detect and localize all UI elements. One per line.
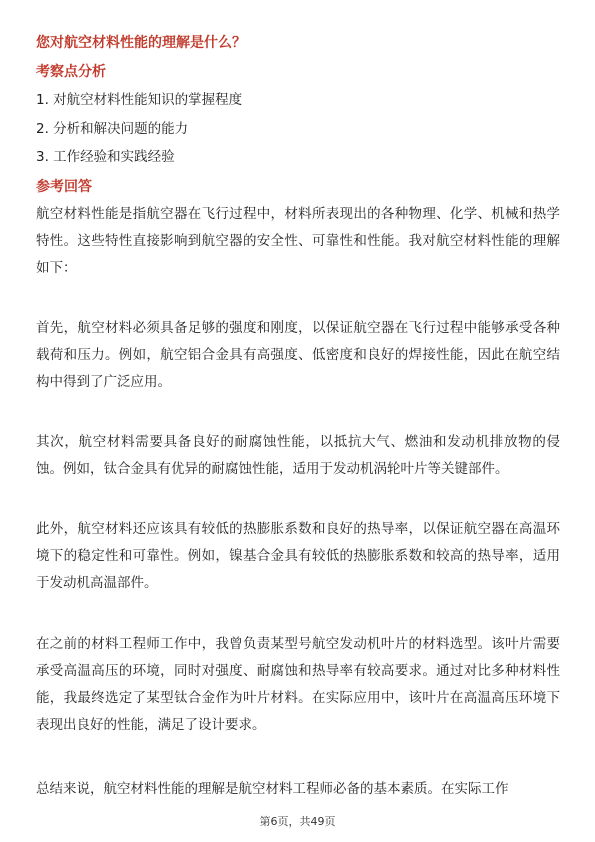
analysis-item: 1. 对航空材料性能知识的掌握程度	[36, 92, 243, 108]
answer-heading: 参考回答	[36, 179, 92, 195]
answer-paragraph: 航空材料性能是指航空器在飞行过程中，材料所表现出的各种物理、化学、机械和热学特性。这些特性直接影响到航空器的安全性、可靠性和性能。我对航空材料性能的理解如下：	[36, 206, 560, 276]
answer-paragraph: 此外，航空材料还应该具有较低的热膨胀系数和良好的热导率，以保证航空器在高温环境下的稳定性和可靠性。例如，镍基合金具有较低的热膨胀系数和较高的热导率，适用于发动机高温部件。	[36, 521, 560, 591]
page-number: 第6页，共49页	[259, 815, 336, 828]
question-title: 您对航空材料性能的理解是什么？	[36, 35, 246, 51]
answer-paragraph: 在之前的材料工程师工作中，我曾负责某型号航空发动机叶片的材料选型。该叶片需要承受高温高压的环境，同时对强度、耐腐蚀和热导率有较高要求。通过对比多种材料性能，我最终选定了某型钛合金作为叶片材料。在实际应用中，该叶片在高温高压环境下表现出良好的性能，满足了设计要求。	[36, 636, 560, 733]
analysis-item: 2. 分析和解决问题的能力	[36, 121, 189, 137]
analysis-heading: 考察点分析	[36, 64, 106, 80]
analysis-item: 3. 工作经验和实践经验	[36, 149, 175, 165]
answer-paragraph: 总结来说，航空材料性能的理解是航空材料工程师必备的基本素质。在实际工作	[36, 781, 509, 797]
answer-paragraph: 首先，航空材料必须具备足够的强度和刚度，以保证航空器在飞行过程中能够承受各种载荷和压力。例如，航空铝合金具有高强度、低密度和良好的焊接性能，因此在航空结构中得到了广泛应用。	[36, 320, 560, 390]
answer-paragraph: 其次，航空材料需要具备良好的耐腐蚀性能，以抵抗大气、燃油和发动机排放物的侵蚀。例如，钛合金具有优异的耐腐蚀性能，适用于发动机涡轮叶片等关键部件。	[36, 434, 560, 477]
